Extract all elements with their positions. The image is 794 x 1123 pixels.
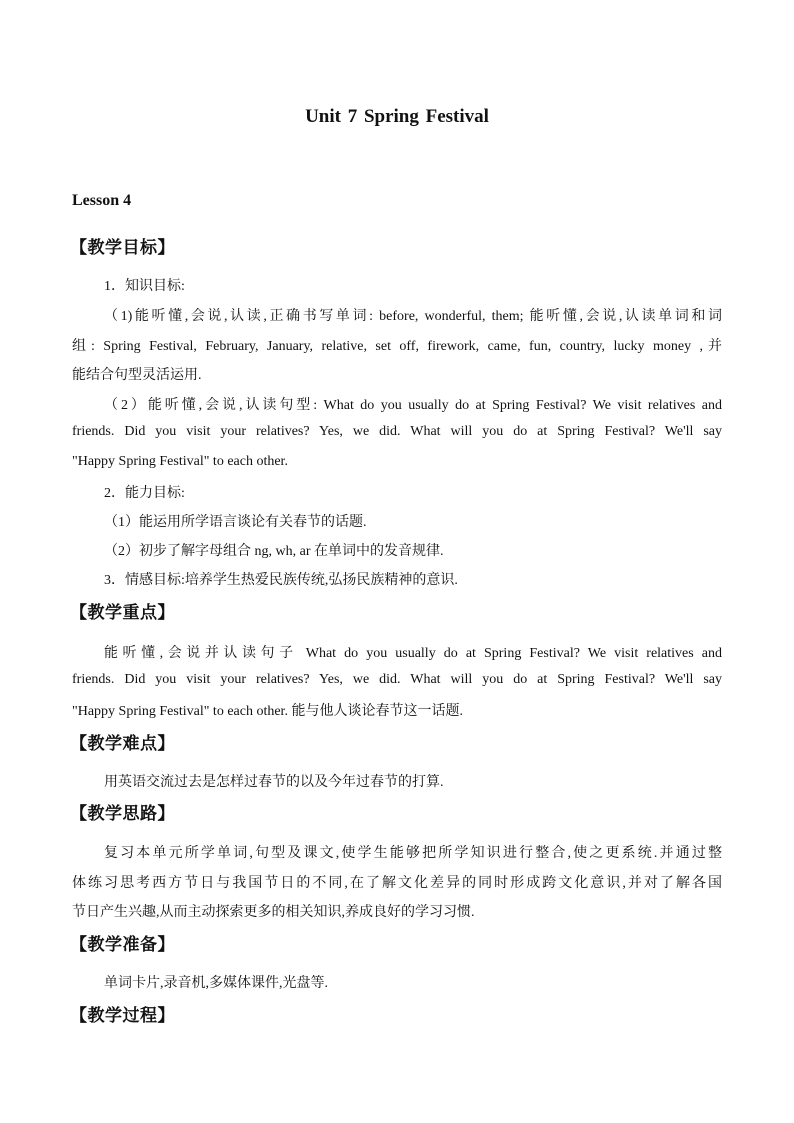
section-heading-difficulties: 【教学难点】 — [70, 734, 175, 753]
preparation-line-1: 单词卡片,录音机,多媒体课件,光盘等. — [104, 976, 328, 991]
lesson-heading: Lesson 4 — [72, 192, 132, 209]
key-points-line-2: friends. Did you visit your relatives? Yes, we did. What will you do at Spring Festival? We'll say — [72, 672, 722, 687]
approach-line-3: 节日产生兴趣,从而主动探索更多的相关知识,养成良好的学习习惯. — [72, 905, 475, 920]
document-title: Unit 7 Spring Festival — [305, 106, 489, 127]
knowledge-objective-2-line-2: friends. Did you visit your relatives? Yes, we did. What will you do at Spring Festival? We'll say — [72, 424, 722, 439]
knowledge-objective-2-line-1: （2）能听懂,会说,认读句型: What do you usually do at Spring Festival? We visit relatives and — [104, 398, 722, 413]
difficulties-line-1: 用英语交流过去是怎样过春节的以及今年过春节的打算. — [104, 775, 444, 790]
emotion-objective: 3．情感目标:培养学生热爱民族传统,弘扬民族精神的意识. — [104, 573, 458, 588]
section-heading-key-points: 【教学重点】 — [70, 603, 175, 622]
section-heading-process: 【教学过程】 — [70, 1006, 175, 1025]
ability-objective-2: （2）初步了解字母组合 ng, wh, ar 在单词中的发音规律. — [104, 544, 444, 559]
approach-line-2: 体练习思考西方节日与我国节日的不同,在了解文化差异的同时形成跨文化意识,并对了解各国 — [72, 876, 722, 891]
section-heading-approach: 【教学思路】 — [70, 804, 175, 823]
approach-line-1: 复习本单元所学单词,句型及课文,使学生能够把所学知识进行整合,使之更系统.并通过整 — [104, 846, 722, 861]
key-points-line-3: "Happy Spring Festival" to each other. 能与他人谈论春节这一话题. — [72, 704, 463, 719]
ability-objective-title: 2．能力目标: — [104, 486, 185, 501]
knowledge-objective-title: 1．知识目标: — [104, 279, 185, 294]
ability-objective-1: （1）能运用所学语言谈论有关春节的话题. — [104, 515, 367, 530]
section-heading-preparation: 【教学准备】 — [70, 935, 175, 954]
key-points-line-1: 能听懂,会说并认读句子 What do you usually do at Spring Festival? We visit relatives and — [104, 646, 722, 661]
knowledge-objective-1-line-2: 组: Spring Festival, February, January, relative, set off, firework, came, fun, country, lucky money ,并 — [72, 339, 722, 354]
knowledge-objective-1-line-1: （1)能听懂,会说,认读,正确书写单词: before, wonderful, them; 能听懂,会说,认读单词和词 — [104, 309, 722, 324]
knowledge-objective-1-line-3: 能结合句型灵活运用. — [72, 368, 202, 383]
section-heading-objectives: 【教学目标】 — [70, 238, 175, 257]
knowledge-objective-2-line-3: "Happy Spring Festival" to each other. — [72, 454, 288, 469]
